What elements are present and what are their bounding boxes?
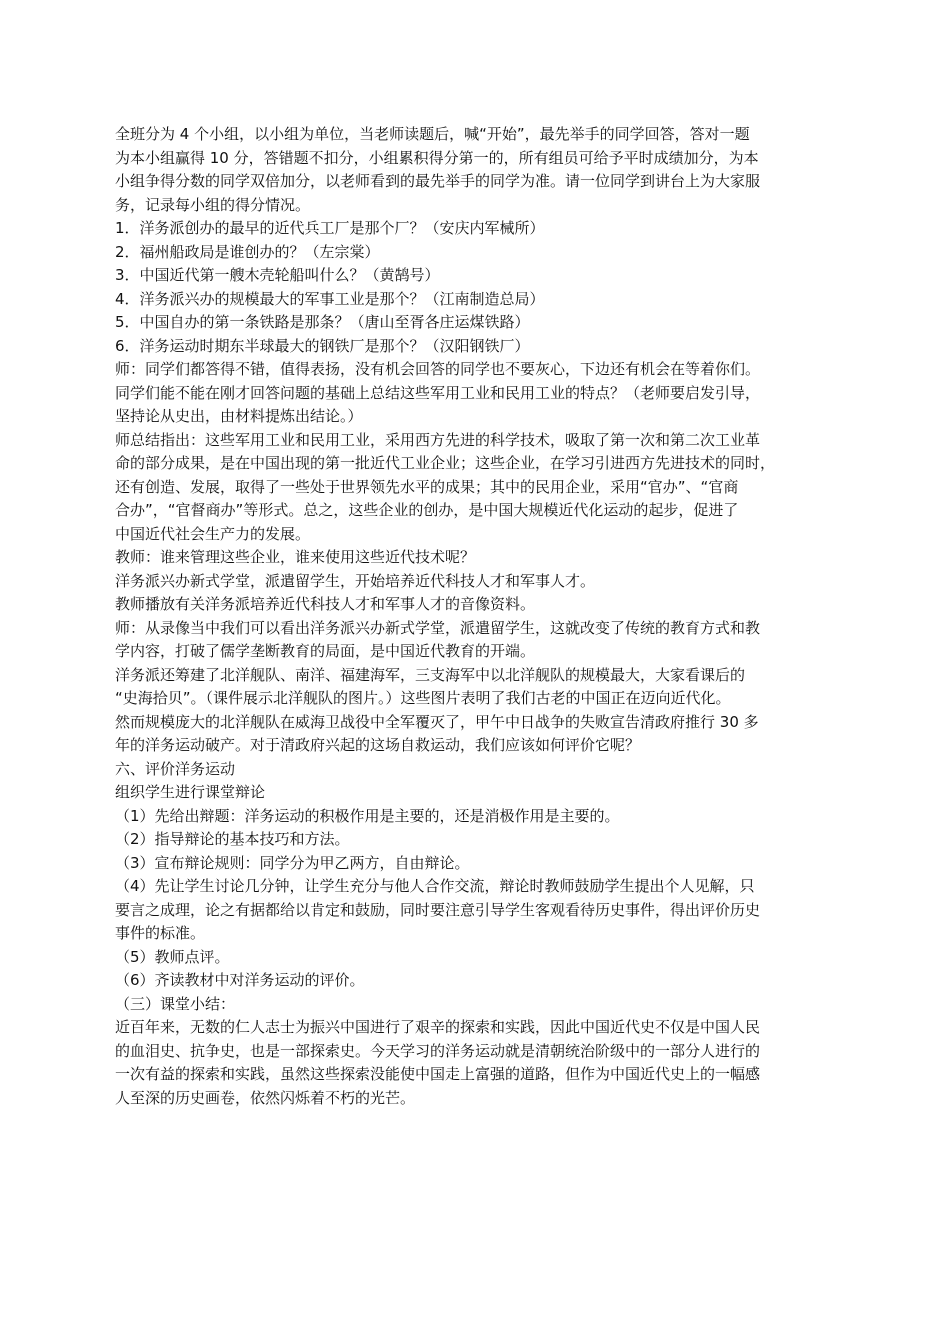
- text-line: 1．洋务派创办的最早的近代兵工厂是那个厂？（安庆内军械所）: [115, 219, 545, 237]
- text-line: 中国近代社会生产力的发展。: [115, 524, 311, 543]
- text-line: （三）课堂小结：: [115, 994, 236, 1013]
- text-line: （5）教师点评。: [115, 947, 230, 966]
- text-line: 全班分为 4 个小组，以小组为单位，当老师读题后，喊“开始”，最先举手的同学回答，答对一题: [115, 125, 750, 143]
- text-line: 年的洋务运动破产。对于清政府兴起的这场自救运动，我们应该如何评价它呢？: [115, 736, 641, 754]
- text-line: 命的部分成果，是在中国出现的第一批近代工业企业；这些企业，在学习引进西方先进技术的同时，: [115, 454, 776, 472]
- text-line: 一次有益的探索和实践，虽然这些探索没能使中国走上富强的道路，但作为中国近代史上的一幅感: [115, 1065, 761, 1083]
- text-line: 小组争得分数的同学双倍加分，以老师看到的最先举手的同学为准。请一位同学到讲台上为大家服: [115, 172, 761, 190]
- text-line: 学内容，打破了儒学垄断教育的局面，是中国近代教育的开端。: [115, 642, 536, 660]
- text-line: 5．中国自办的第一条铁路是那条？（唐山至胥各庄运煤铁路）: [115, 313, 530, 331]
- text-line: （6）齐读教材中对洋务运动的评价。: [115, 971, 365, 989]
- text-line: （2）指导辩论的基本技巧和方法。: [115, 830, 350, 848]
- text-line: （1）先给出辩题：洋务运动的积极作用是主要的，还是消极作用是主要的。: [115, 806, 620, 825]
- text-line: 6．洋务运动时期东半球最大的钢铁厂是那个？（汉阳钢铁厂）: [115, 336, 530, 355]
- text-line: 合办”，“官督商办”等形式。总之，这些企业的创办，是中国大规模近代化运动的起步，促进了: [115, 501, 739, 519]
- document-body: [115, 123, 837, 1110]
- text-line: 洋务派还筹建了北洋舰队、南洋、福建海军，三支海军中以北洋舰队的规模最大，大家看课后的: [115, 665, 746, 684]
- text-line: 务，记录每小组的得分情况。: [115, 195, 311, 214]
- text-line: 人至深的历史画卷，依然闪烁着不朽的光芒。: [115, 1088, 416, 1107]
- text-line: 教师：谁来管理这些企业，谁来使用这些近代技术呢？: [115, 548, 476, 566]
- text-line: 洋务派兴办新式学堂，派遣留学生，开始培养近代科技人才和军事人才。: [115, 571, 596, 590]
- text-line: 4．洋务派兴办的规模最大的军事工业是那个？（江南制造总局）: [115, 289, 545, 308]
- text-line: 教师播放有关洋务派培养近代科技人才和军事人才的音像资料。: [115, 595, 536, 613]
- text-line: 师总结指出：这些军用工业和民用工业，采用西方先进的科学技术，吸取了第一次和第二次工业革: [115, 430, 761, 449]
- text-line: 坚持论从史出，由材料提炼出结论。）: [115, 407, 363, 425]
- text-line: 3．中国近代第一艘木壳轮船叫什么？（黄鹄号）: [115, 266, 440, 284]
- text-line: 近百年来，无数的仁人志士为振兴中国进行了艰辛的探索和实践，因此中国近代史不仅是中国人民: [115, 1018, 761, 1036]
- text-line: （3）宣布辩论规则：同学分为甲乙两方，自由辩论。: [115, 853, 470, 872]
- text-line: 师：同学们都答得不错，值得表扬，没有机会回答的同学也不要灰心，下边还有机会在等着你们。: [115, 360, 761, 378]
- text-line: 同学们能不能在刚才回答问题的基础上总结这些军用工业和民用工业的特点？（老师要启发引导，: [115, 383, 761, 402]
- text-line: 为本小组赢得 10 分，答错题不扣分，小组累积得分第一的，所有组员可给予平时成绩加分，为本: [115, 148, 759, 167]
- text-line: （4）先让学生讨论几分钟，让学生充分与他人合作交流，辩论时教师鼓励学生提出个人见解，只: [115, 877, 755, 895]
- text-line: 然而规模庞大的北洋舰队在威海卫战役中全军覆灭了，甲午中日战争的失败宣告清政府推行 30 多: [115, 712, 759, 731]
- text-line: 师：从录像当中我们可以看出洋务派兴办新式学堂，派遣留学生，这就改变了传统的教育方式和教: [115, 618, 761, 637]
- text-line: 2．福州船政局是谁创办的？（左宗棠）: [115, 242, 380, 261]
- text-line: 还有创造、发展，取得了一些处于世界领先水平的成果；其中的民用企业，采用“官办”、“官商: [115, 477, 739, 496]
- text-line: 组织学生进行课堂辩论: [115, 783, 266, 801]
- text-line: 的血泪史、抗争史，也是一部探索史。今天学习的洋务运动就是清朝统治阶级中的一部分人进行的: [115, 1041, 761, 1060]
- text-line: “史海拾贝”。（课件展示北洋舰队的图片。）这些图片表明了我们古老的中国正在迈向近代化。: [115, 689, 731, 707]
- text-line: 六、评价洋务运动: [115, 759, 236, 778]
- text-line: 要言之成理，论之有据都给以肯定和鼓励，同时要注意引导学生客观看待历史事件，得出评价历史: [115, 900, 761, 919]
- text-line: 事件的标准。: [115, 924, 206, 942]
